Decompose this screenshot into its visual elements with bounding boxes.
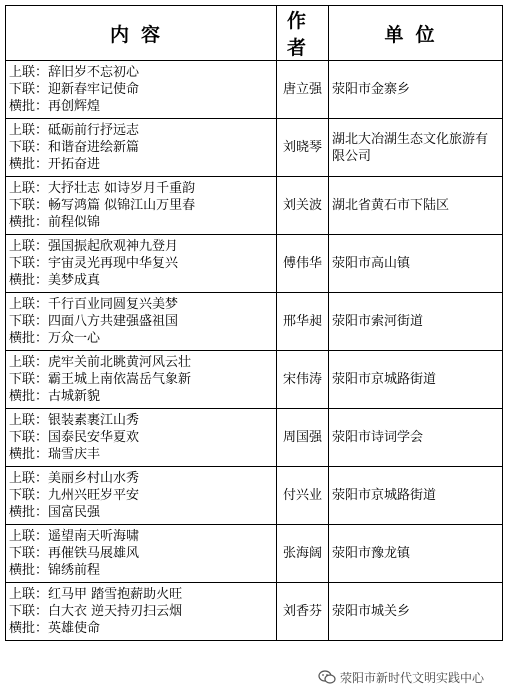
couplet-content xyxy=(6,177,277,235)
couplet-line: 横批：瑞雪庆丰 xyxy=(9,447,101,462)
table-row xyxy=(6,467,503,525)
couplet-line: 下联：宇宙灵光再现中华复兴 xyxy=(9,256,179,271)
couplet-line: 上联：强国振起欣观神九登月 xyxy=(9,239,179,254)
couplet-line: 下联：国泰民安华夏欢 xyxy=(9,430,140,445)
couplet-line: 横批：英雄使命 xyxy=(9,621,101,636)
couplet-line: 下联：九州兴旺岁平安 xyxy=(9,488,140,503)
couplet-line: 横批：锦绣前程 xyxy=(9,563,101,578)
author-name: 刘香芬 xyxy=(277,583,329,641)
couplet-line: 上联：千行百业同圆复兴美梦 xyxy=(9,297,179,312)
author-name: 张海阔 xyxy=(277,525,329,583)
couplet-line: 横批：万众一心 xyxy=(9,331,101,346)
author-name: 邢华昶 xyxy=(277,293,329,351)
header-unit: 单位 xyxy=(329,6,503,61)
author-unit: 荥阳市索河街道 xyxy=(329,293,503,351)
table-row xyxy=(6,409,503,467)
couplet-line: 横批：开拓奋进 xyxy=(9,157,101,172)
couplet-line: 下联：迎新春牢记使命 xyxy=(9,82,140,97)
header-content: 内容 xyxy=(6,6,277,61)
author-name: 宋伟涛 xyxy=(277,351,329,409)
couplet-line: 横批：古城新貌 xyxy=(9,389,101,404)
author-unit: 荥阳市诗词学会 xyxy=(329,409,503,467)
header-row xyxy=(6,6,503,61)
couplet-content xyxy=(6,293,277,351)
couplet-line: 下联：和谐奋进绘新篇 xyxy=(9,140,140,155)
couplet-line: 上联：大抒壮志 如诗岁月千重韵 xyxy=(9,181,196,196)
header-author: 作者 xyxy=(277,6,329,61)
couplet-line: 上联：虎牢关前北眺黄河风云壮 xyxy=(9,355,192,370)
couplet-content xyxy=(6,235,277,293)
couplet-line: 上联：遥望南天听海啸 xyxy=(9,529,140,544)
couplet-line: 上联：银装素裹江山秀 xyxy=(9,413,140,428)
couplet-content xyxy=(6,119,277,177)
couplet-line: 横批：国富民强 xyxy=(9,505,101,520)
author-unit: 湖北省黄石市下陆区 xyxy=(329,177,503,235)
couplet-line: 上联：红马甲 踏雪抱薪助火旺 xyxy=(9,587,183,602)
table-row xyxy=(6,177,503,235)
wechat-icon xyxy=(318,670,336,684)
author-name: 周国强 xyxy=(277,409,329,467)
table-row xyxy=(6,583,503,641)
author-unit: 荥阳市京城路街道 xyxy=(329,467,503,525)
author-name: 唐立强 xyxy=(277,61,329,119)
couplet-table xyxy=(5,5,503,641)
couplet-content xyxy=(6,525,277,583)
author-name: 付兴业 xyxy=(277,467,329,525)
table-row xyxy=(6,61,503,119)
couplet-line: 上联：砥砺前行抒远志 xyxy=(9,123,140,138)
couplet-line: 下联：畅写鸿篇 似锦江山万里春 xyxy=(9,198,196,213)
couplet-content xyxy=(6,61,277,119)
author-unit: 湖北大冶湖生态文化旅游有限公司 xyxy=(329,119,503,177)
author-name: 傅伟华 xyxy=(277,235,329,293)
table-row xyxy=(6,235,503,293)
couplet-content xyxy=(6,351,277,409)
watermark-text: 荥阳市新时代文明实践中心 xyxy=(340,670,485,685)
table-row xyxy=(6,293,503,351)
author-unit: 荥阳市高山镇 xyxy=(329,235,503,293)
author-name: 刘晓琴 xyxy=(277,119,329,177)
couplet-line: 下联：再催铁马展雄风 xyxy=(9,546,140,561)
couplet-line: 上联：辞旧岁不忘初心 xyxy=(9,65,140,80)
couplet-content xyxy=(6,467,277,525)
couplet-line: 横批：前程似锦 xyxy=(9,215,101,230)
couplet-line: 下联：白大衣 逆天持刃扫云烟 xyxy=(9,604,183,619)
author-unit: 荥阳市金寨乡 xyxy=(329,61,503,119)
table-row xyxy=(6,119,503,177)
author-unit: 荥阳市豫龙镇 xyxy=(329,525,503,583)
watermark xyxy=(318,668,484,686)
couplet-content xyxy=(6,583,277,641)
table-row xyxy=(6,525,503,583)
couplet-line: 下联：霸王城上南依嵩岳气象新 xyxy=(9,372,192,387)
couplet-line: 横批：再创辉煌 xyxy=(9,99,101,114)
author-unit: 荥阳市城关乡 xyxy=(329,583,503,641)
table-row xyxy=(6,351,503,409)
couplet-line: 横批：美梦成真 xyxy=(9,273,101,288)
author-name: 刘关波 xyxy=(277,177,329,235)
couplet-line: 下联：四面八方共建强盛祖国 xyxy=(9,314,179,329)
author-unit: 荥阳市京城路街道 xyxy=(329,351,503,409)
couplet-content xyxy=(6,409,277,467)
couplet-line: 上联：美丽乡村山水秀 xyxy=(9,471,140,486)
